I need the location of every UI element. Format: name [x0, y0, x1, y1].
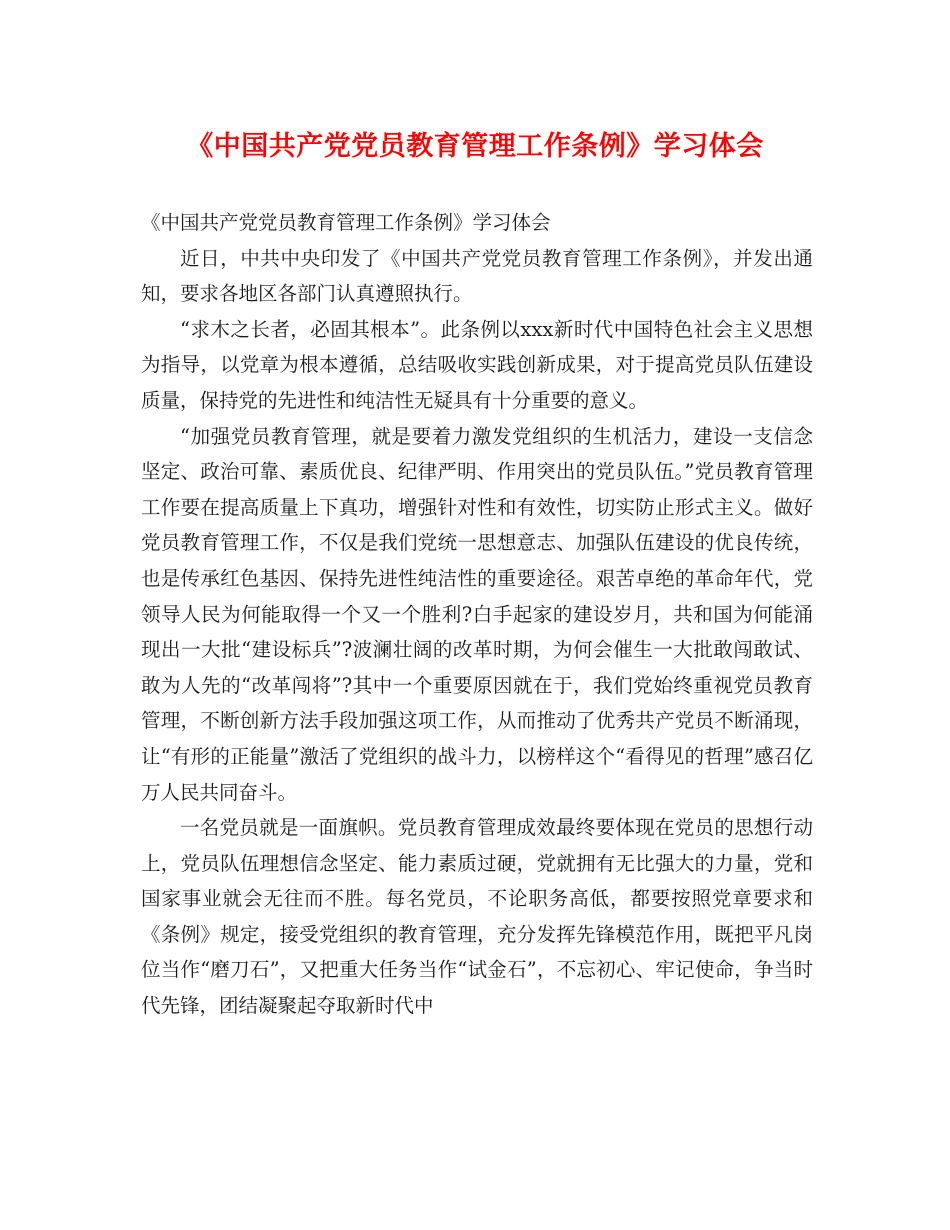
body-paragraph: “加强党员教育管理，就是要着力激发党组织的生机活力，建设一支信念坚定、政治可靠、素质优良、纪律严明、作用突出的党员队伍。”党员教育管理工作要在提高质量上下真功，增强针对性和有效性，切实防止形式主义。做好党员教育管理工作，不仅是我们党统一思想意志、加强队伍建设的优良传统，也是传承红色基因、保持先进性纯洁性的重要途径。艰苦卓绝的革命年代，党领导人民为何能取得一个又一个胜利?白手起家的建设岁月，共和国为何能涌现出一大批“建设标兵”?波澜壮阔的改革时期，为何会催生一大批敢闯敢试、敢为人先的“改革闯将”?其中一个重要原因就在于，我们党始终重视党员教育管理，不断创新方法手段加强这项工作，从而推动了优秀共产党员不断涌现，让“有形的正能量”激活了党组织的战斗力，以榜样这个“看得见的哲理”感召亿万人民共同奋斗。: [141, 424, 813, 804]
body-paragraph-heading: 《中国共产党党员教育管理工作条例》学习体会: [141, 211, 551, 234]
document-title: 《中国共产党党员教育管理工作条例》学习体会: [186, 131, 764, 162]
body-paragraph: “求木之长者，必固其根本”。此条例以xxx新时代中国特色社会主义思想为指导，以党章为根本遵循，总结吸收实践创新成果，对于提高党员队伍建设质量，保持党的先进性和纯洁性无疑具有十分重要的意义。: [141, 317, 813, 412]
body-paragraph: 近日，中共中央印发了《中国共产党党员教育管理工作条例》，并发出通知，要求各地区各部门认真遵照执行。: [141, 246, 813, 306]
document-body: [141, 205, 813, 1024]
body-paragraph: 一名党员就是一面旗帜。党员教育管理成效最终要体现在党员的思想行动上，党员队伍理想信念坚定、能力素质过硬，党就拥有无比强大的力量，党和国家事业就会无往而不胜。每名党员，不论职务高低，都要按照党章要求和《条例》规定，接受党组织的教育管理，充分发挥先锋模范作用，既把平凡岗位当作“磨刀石”，又把重大任务当作“试金石”，不忘初心、牢记使命，争当时代先锋，团结凝聚起夺取新时代中: [141, 816, 813, 1018]
